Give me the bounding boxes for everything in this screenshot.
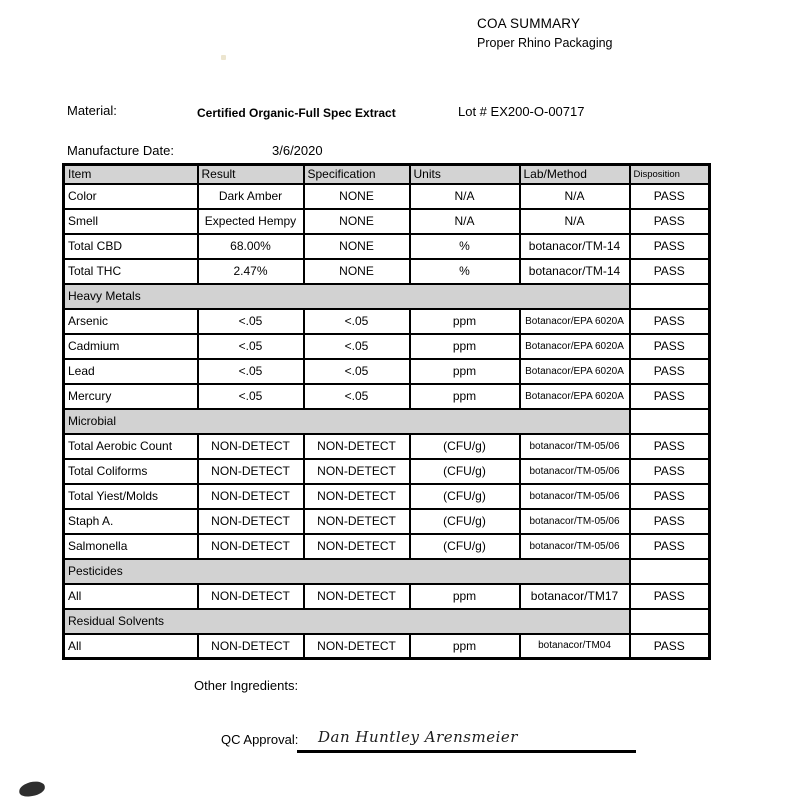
units-cell: (CFU/g) [410,484,520,509]
table-row [64,584,710,609]
units-cell: N/A [410,209,520,234]
table-row [64,534,710,559]
section-disposition-cell [630,284,710,309]
table-row [64,434,710,459]
units-cell: ppm [410,384,520,409]
manufacture-date-label: Manufacture Date: [67,143,174,158]
ink-smudge-artifact [18,780,46,797]
item-cell: All [64,634,198,659]
item-cell: Color [64,184,198,209]
units-cell: ppm [410,309,520,334]
table-row [64,459,710,484]
column-header-item: Item [64,165,198,184]
section-disposition-cell [630,609,710,634]
lab-method-cell: Botanacor/EPA 6020A [520,359,630,384]
lab-method-cell: botanacor/TM17 [520,584,630,609]
result-cell: NON-DETECT [198,459,304,484]
result-cell: Expected Hempy [198,209,304,234]
result-cell: Dark Amber [198,184,304,209]
specification-cell: <.05 [304,334,410,359]
item-cell: Total Aerobic Count [64,434,198,459]
item-cell: Total Yiest/Molds [64,484,198,509]
result-cell: NON-DETECT [198,434,304,459]
units-cell: (CFU/g) [410,534,520,559]
item-cell: Cadmium [64,334,198,359]
table-header-row [64,165,710,184]
lab-method-cell: Botanacor/EPA 6020A [520,384,630,409]
specification-cell: NONE [304,209,410,234]
units-cell: ppm [410,359,520,384]
lab-method-cell: botanacor/TM-05/06 [520,509,630,534]
lot-number: Lot # EX200-O-00717 [458,104,585,119]
table-row [64,309,710,334]
material-label: Material: [67,103,117,118]
disposition-cell: PASS [630,534,710,559]
section-disposition-cell [630,409,710,434]
disposition-cell: PASS [630,434,710,459]
disposition-cell: PASS [630,484,710,509]
result-cell: NON-DETECT [198,534,304,559]
result-cell: NON-DETECT [198,584,304,609]
units-cell: (CFU/g) [410,434,520,459]
disposition-cell: PASS [630,584,710,609]
faint-scan-artifact [221,55,226,60]
disposition-cell: PASS [630,209,710,234]
table-row [64,209,710,234]
lab-method-cell: botanacor/TM-14 [520,259,630,284]
table-row [64,384,710,409]
qc-approval-label: QC Approval: [221,732,299,747]
item-cell: Smell [64,209,198,234]
table-row [64,484,710,509]
result-cell: NON-DETECT [198,634,304,659]
lab-method-cell: Botanacor/EPA 6020A [520,309,630,334]
specification-cell: <.05 [304,309,410,334]
specification-cell: NON-DETECT [304,459,410,484]
column-header-specification: Specification [304,165,410,184]
lab-method-cell: botanacor/TM-05/06 [520,484,630,509]
company-name: Proper Rhino Packaging [477,36,613,50]
units-cell: (CFU/g) [410,509,520,534]
section-label: Heavy Metals [64,284,630,309]
item-cell: All [64,584,198,609]
lab-method-cell: N/A [520,184,630,209]
section-label: Residual Solvents [64,609,630,634]
disposition-cell: PASS [630,334,710,359]
specification-cell: NONE [304,234,410,259]
disposition-cell: PASS [630,234,710,259]
table-row [64,359,710,384]
item-cell: Mercury [64,384,198,409]
units-cell: N/A [410,184,520,209]
units-cell: ppm [410,584,520,609]
units-cell: ppm [410,634,520,659]
specification-cell: NONE [304,259,410,284]
item-cell: Arsenic [64,309,198,334]
disposition-cell: PASS [630,259,710,284]
column-header-result: Result [198,165,304,184]
units-cell: ppm [410,334,520,359]
item-cell: Total Coliforms [64,459,198,484]
specification-cell: NON-DETECT [304,484,410,509]
column-header-disposition: Disposition [630,165,710,184]
specification-cell: NON-DETECT [304,534,410,559]
table-row [64,259,710,284]
table-row [64,184,710,209]
signature-line [297,750,636,753]
specification-cell: NON-DETECT [304,584,410,609]
units-cell: (CFU/g) [410,459,520,484]
item-cell: Total CBD [64,234,198,259]
table-row [64,334,710,359]
item-cell: Total THC [64,259,198,284]
coa-table-rows [64,184,710,659]
result-cell: <.05 [198,359,304,384]
result-cell: <.05 [198,384,304,409]
specification-cell: <.05 [304,359,410,384]
disposition-cell: PASS [630,384,710,409]
lab-method-cell: botanacor/TM-05/06 [520,459,630,484]
column-header-units: Units [410,165,520,184]
result-cell: 2.47% [198,259,304,284]
section-disposition-cell [630,559,710,584]
lab-method-cell: botanacor/TM-05/06 [520,534,630,559]
result-cell: 68.00% [198,234,304,259]
lab-method-cell: N/A [520,209,630,234]
section-row [64,609,710,634]
result-cell: <.05 [198,334,304,359]
other-ingredients-label: Other Ingredients: [194,678,299,693]
lab-method-cell: botanacor/TM-14 [520,234,630,259]
item-cell: Salmonella [64,534,198,559]
lab-method-cell: botanacor/TM-05/06 [520,434,630,459]
disposition-cell: PASS [630,459,710,484]
table-row [64,509,710,534]
specification-cell: <.05 [304,384,410,409]
coa-results-table [62,163,711,660]
qc-signature: Dan Huntley Arensmeier [318,728,518,746]
item-cell: Staph A. [64,509,198,534]
units-cell: % [410,234,520,259]
section-label: Microbial [64,409,630,434]
disposition-cell: PASS [630,184,710,209]
material-value: Certified Organic-Full Spec Extract [197,106,396,120]
specification-cell: NON-DETECT [304,434,410,459]
section-label: Pesticides [64,559,630,584]
table-row [64,634,710,659]
disposition-cell: PASS [630,359,710,384]
result-cell: NON-DETECT [198,484,304,509]
units-cell: % [410,259,520,284]
disposition-cell: PASS [630,634,710,659]
disposition-cell: PASS [630,309,710,334]
section-row [64,559,710,584]
section-row [64,409,710,434]
item-cell: Lead [64,359,198,384]
section-row [64,284,710,309]
page-title: COA SUMMARY [477,16,581,31]
table-row [64,234,710,259]
specification-cell: NONE [304,184,410,209]
lab-method-cell: botanacor/TM04 [520,634,630,659]
specification-cell: NON-DETECT [304,634,410,659]
disposition-cell: PASS [630,509,710,534]
lab-method-cell: Botanacor/EPA 6020A [520,334,630,359]
column-header-lab-method: Lab/Method [520,165,630,184]
result-cell: <.05 [198,309,304,334]
manufacture-date-value: 3/6/2020 [272,143,323,158]
result-cell: NON-DETECT [198,509,304,534]
specification-cell: NON-DETECT [304,509,410,534]
